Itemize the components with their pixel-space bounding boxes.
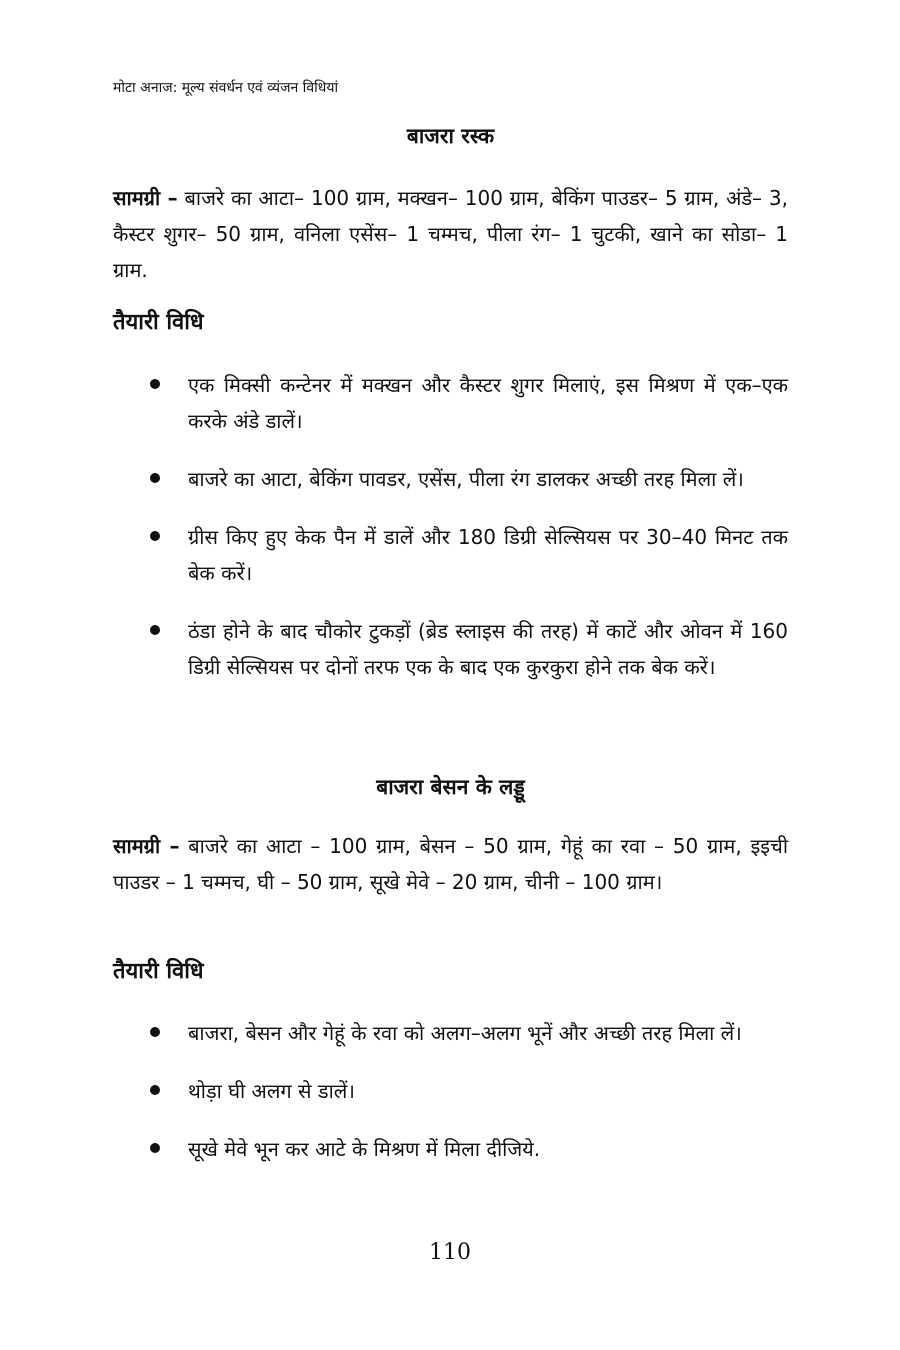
recipe2-steps-list (150, 1015, 788, 1167)
list-item (150, 519, 788, 591)
recipe1-ingredients (113, 180, 788, 288)
list-item (150, 1073, 788, 1109)
bullet-icon (150, 1085, 160, 1095)
step-text: थोड़ा घी अलग से डालें। (188, 1079, 355, 1103)
list-item (150, 1131, 788, 1167)
recipe2-title: बाजरा बेसन के लड्डू (376, 775, 525, 799)
step-text: एक मिक्सी कन्टेनर में मक्खन और कैस्टर शुगर मिलाएं, इस मिश्रण में एक–एक करके अंडे डालें। (188, 373, 788, 433)
list-item (150, 1015, 788, 1051)
bullet-icon (150, 379, 160, 389)
step-text: बाजरा, बेसन और गेहूं के रवा को अलग–अलग भूनें और अच्छी तरह मिला लें। (188, 1021, 742, 1045)
bullet-icon (150, 1143, 160, 1153)
bullet-icon (150, 1027, 160, 1037)
bullet-icon (150, 531, 160, 541)
step-text: ठंडा होने के बाद चौकोर टुकड़ों (ब्रेड स्लाइस की तरह) में काटें और ओवन में 160 डिग्री सेल्सियस पर दोनों तरफ एक के बाद एक कुरकुरा होने तक बेक करें। (188, 619, 788, 679)
bullet-icon (150, 625, 160, 635)
recipe2-ingredients (113, 828, 788, 900)
page-number: 110 (429, 1240, 471, 1265)
step-text: सूखे मेवे भून कर आटे के मिश्रण में मिला दीजिये. (188, 1137, 541, 1161)
step-text: बाजरे का आटा, बेकिंग पावडर, एसेंस, पीला रंग डालकर अच्छी तरह मिला लें। (188, 467, 744, 491)
recipe1-method-heading: तैयारी विधि (113, 310, 204, 335)
list-item (150, 461, 788, 497)
recipe1-ingredients-text: बाजरे का आटा– 100 ग्राम, मक्खन– 100 ग्राम, बेकिंग पाउडर– 5 ग्राम, अंडे– 3, कैस्टर शुगर– 50 ग्राम, वनिला एसेंस– 1 चम्मच, पीला रंग– 1 चुटकी, खाने का सोडा– 1 ग्राम. (113, 186, 789, 282)
recipe2-ingredients-label: सामग्री – (113, 834, 180, 858)
bullet-icon (150, 473, 160, 483)
list-item (150, 613, 788, 685)
recipe1-title: बाजरा रस्क (406, 124, 495, 148)
recipe1-steps-list (150, 367, 788, 685)
recipe2-ingredients-text: बाजरे का आटा – 100 ग्राम, बेसन – 50 ग्राम, गेहूं का रवा – 50 ग्राम, इइची पाउडर – 1 चम्मच, घी – 50 ग्राम, सूखे मेवे – 20 ग्राम, चीनी – 100 ग्राम। (113, 834, 788, 894)
running-head: मोटा अनाज: मूल्य संवर्धन एवं व्यंजन विधियां (113, 80, 339, 96)
step-text: ग्रीस किए हुए केक पैन में डालें और 180 डिग्री सेल्सियस पर 30–40 मिनट तक बेक करें। (188, 525, 788, 585)
recipe2-method-heading: तैयारी विधि (113, 959, 204, 984)
recipe1-ingredients-label: सामग्री – (113, 186, 178, 210)
list-item (150, 367, 788, 439)
